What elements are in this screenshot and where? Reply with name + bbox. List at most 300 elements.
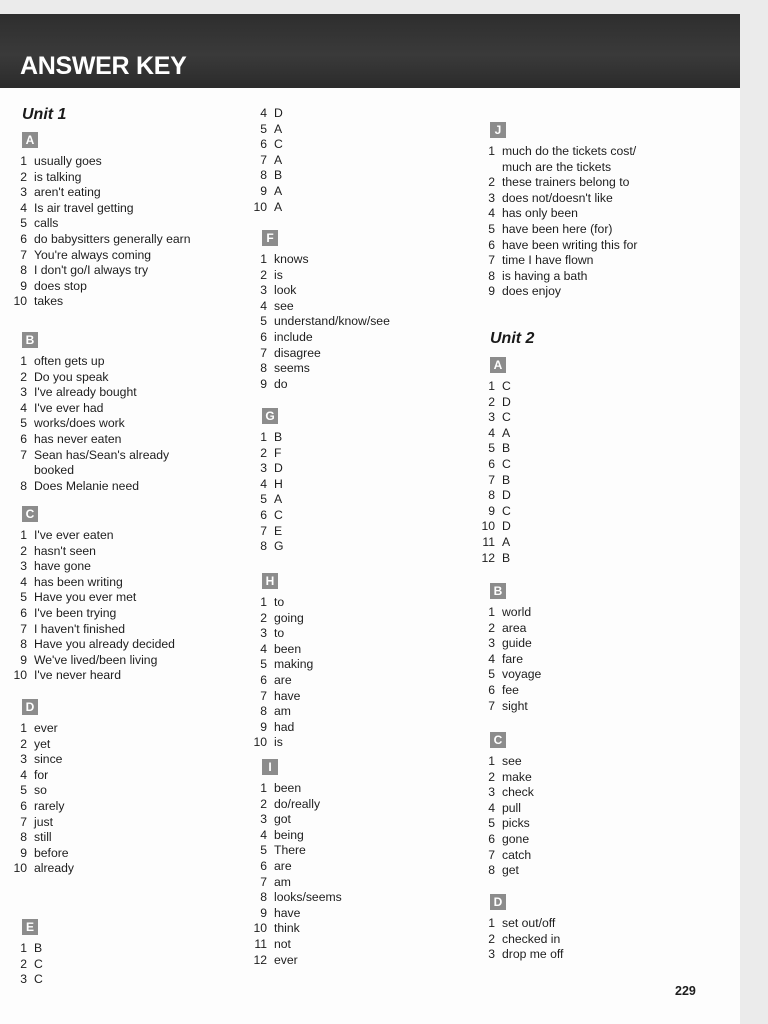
answer-text: got <box>274 812 291 827</box>
answer-number: 10 <box>253 735 267 750</box>
answer-text: G <box>274 539 284 554</box>
answer-text: have gone <box>34 559 91 574</box>
answer-number: 3 <box>488 190 495 205</box>
answer-text: D <box>502 488 511 503</box>
answer-text: looks/seems <box>274 890 342 905</box>
answer-number: 8 <box>260 539 267 554</box>
answer-text: picks <box>502 816 530 831</box>
answer-text: time I have flown <box>502 253 594 268</box>
answer-number: 10 <box>253 921 267 936</box>
answer-number: 8 <box>20 637 27 652</box>
answer-number: 7 <box>260 874 267 889</box>
section-letter-badge: F <box>262 230 278 246</box>
answer-text: You're always coming <box>34 247 152 262</box>
answer-number: 2 <box>488 394 495 409</box>
answer-number: 6 <box>260 507 267 522</box>
section-letter-badge: J <box>490 122 506 138</box>
answer-text: include <box>274 329 313 344</box>
answer-text: calls <box>34 216 59 231</box>
exercise-section <box>13 506 175 684</box>
answer-item <box>12 957 43 973</box>
answer-number: 4 <box>260 827 267 842</box>
answer-number: 7 <box>488 698 495 713</box>
exercise-section <box>253 759 342 968</box>
answer-text: have been writing this for <box>502 237 638 252</box>
answer-key-page <box>0 14 740 1024</box>
answer-number: 3 <box>488 410 495 425</box>
answer-text: takes <box>34 294 64 309</box>
answer-number: 3 <box>20 752 27 767</box>
answer-text: A <box>274 492 283 507</box>
answer-list <box>253 106 283 215</box>
answer-number: 7 <box>260 688 267 703</box>
answer-item <box>480 426 511 442</box>
answer-item <box>480 667 541 683</box>
answer-item <box>480 832 534 848</box>
answer-list <box>13 721 74 877</box>
answer-number: 2 <box>20 169 27 184</box>
answer-list <box>490 916 563 963</box>
answer-item <box>252 657 313 673</box>
answer-item <box>12 768 74 784</box>
answer-item <box>252 168 283 184</box>
answer-text: does stop <box>34 278 87 293</box>
answer-text: yet <box>34 736 51 751</box>
answer-item <box>252 153 283 169</box>
exercise-section <box>262 408 283 555</box>
answer-text: since <box>34 752 63 767</box>
answer-text: is <box>274 267 283 282</box>
answer-text: make <box>502 769 532 784</box>
answer-item <box>252 953 342 969</box>
answer-text: disagree <box>274 345 321 360</box>
answer-number: 7 <box>20 247 27 262</box>
section-letter-badge: G <box>262 408 278 424</box>
answer-item <box>12 737 74 753</box>
answer-item <box>252 611 313 627</box>
answer-item <box>12 544 175 560</box>
answer-item <box>480 504 511 520</box>
section-letter-badge: C <box>22 506 38 522</box>
answer-number: 3 <box>488 636 495 651</box>
answer-item <box>12 622 175 638</box>
page-number: 229 <box>675 984 696 998</box>
answer-item <box>12 216 191 232</box>
answer-text: do babysitters generally earn <box>34 231 191 246</box>
answer-item <box>480 519 511 535</box>
answer-item <box>252 137 283 153</box>
exercise-section <box>22 919 43 988</box>
answer-text: I've ever eaten <box>34 528 114 542</box>
answer-number: 1 <box>260 252 267 266</box>
answer-text: have <box>274 905 301 920</box>
answer-text: often gets up <box>34 354 105 368</box>
answer-list <box>490 144 638 300</box>
answer-item <box>252 673 313 689</box>
answer-text: C <box>274 137 283 152</box>
answer-text: rarely <box>34 798 65 813</box>
answer-item <box>480 801 534 817</box>
answer-item <box>252 890 342 906</box>
exercise-section <box>13 699 74 877</box>
answer-item <box>480 863 534 879</box>
section-letter-badge: B <box>490 583 506 599</box>
answer-number: 7 <box>488 253 495 268</box>
answer-item <box>252 539 283 555</box>
answer-item <box>12 401 169 417</box>
answer-number: 5 <box>260 657 267 672</box>
answer-item <box>480 770 534 786</box>
answer-item <box>252 330 390 346</box>
answer-item <box>12 972 43 988</box>
answer-item <box>480 754 534 770</box>
answer-item <box>252 937 342 953</box>
answer-number: 5 <box>20 783 27 798</box>
answer-text: I haven't finished <box>34 621 126 636</box>
answer-item <box>252 781 342 797</box>
answer-item <box>480 457 511 473</box>
section-letter-badge: A <box>490 357 506 373</box>
answer-number: 7 <box>488 472 495 487</box>
answer-text: C <box>502 503 511 518</box>
answer-text: does not/doesn't like <box>502 190 613 205</box>
answer-item <box>252 477 283 493</box>
exercise-section <box>253 106 283 215</box>
answer-number: 5 <box>20 216 27 231</box>
answer-text: do <box>274 376 288 391</box>
answer-number: 8 <box>260 890 267 905</box>
answer-item <box>12 830 74 846</box>
answer-number: 6 <box>20 431 27 446</box>
answer-item <box>480 636 541 652</box>
answer-text: set out/off <box>502 916 556 930</box>
answer-number: 1 <box>20 354 27 368</box>
answer-item <box>252 122 283 138</box>
answer-text: F <box>274 445 282 460</box>
answer-number: 9 <box>260 905 267 920</box>
answer-item <box>252 921 342 937</box>
answer-item <box>480 947 563 963</box>
answer-number: 3 <box>260 283 267 298</box>
answer-item <box>252 828 342 844</box>
answer-number: 2 <box>260 267 267 282</box>
answer-item <box>12 815 74 831</box>
answer-item <box>252 314 390 330</box>
exercise-section <box>253 573 314 751</box>
answer-text: are <box>274 858 292 873</box>
answer-list <box>13 154 191 310</box>
answer-text: knows <box>274 252 309 266</box>
answer-item <box>480 785 534 801</box>
answer-number: 4 <box>488 425 495 440</box>
answer-item <box>252 346 390 362</box>
answer-item <box>480 441 511 457</box>
exercise-section <box>262 230 390 392</box>
answer-number: 4 <box>20 400 27 415</box>
answer-number: 8 <box>260 704 267 719</box>
answer-item <box>252 626 313 642</box>
answer-item <box>480 473 511 489</box>
answer-number: 7 <box>20 447 27 462</box>
answer-number: 1 <box>488 754 495 768</box>
answer-text: catch <box>502 847 532 862</box>
answer-item <box>480 605 541 621</box>
answer-item <box>252 735 313 751</box>
answer-number: 2 <box>20 956 27 971</box>
unit-heading: Unit 2 <box>490 330 535 347</box>
answer-text: C <box>502 379 511 393</box>
answer-item <box>252 906 342 922</box>
answer-item <box>252 508 283 524</box>
answer-text: voyage <box>502 667 542 682</box>
answer-list <box>22 354 169 494</box>
answer-item <box>252 377 390 393</box>
answer-text: are <box>274 672 292 687</box>
answer-item <box>480 551 511 567</box>
answer-number: 6 <box>20 605 27 620</box>
answer-item <box>12 294 191 310</box>
answer-number: 10 <box>253 199 267 214</box>
answer-number: 7 <box>260 345 267 360</box>
answer-item <box>12 354 169 370</box>
answer-text: fare <box>502 651 524 666</box>
answer-item <box>252 106 283 122</box>
unit-heading: Unit 1 <box>22 106 67 123</box>
answer-text: sight <box>502 698 528 713</box>
answer-number: 1 <box>20 941 27 955</box>
answer-item <box>12 783 74 799</box>
answer-number: 1 <box>488 379 495 393</box>
answer-text: D <box>274 461 283 476</box>
answer-text: A <box>274 121 283 136</box>
answer-list <box>22 941 43 988</box>
answer-text: still <box>34 830 52 845</box>
answer-number: 5 <box>488 667 495 682</box>
answer-number: 6 <box>488 831 495 846</box>
answer-item <box>252 492 283 508</box>
answer-number: 2 <box>20 369 27 384</box>
answer-text: so <box>34 783 47 798</box>
answer-item <box>12 263 191 279</box>
answer-text: is talking <box>34 169 82 184</box>
answer-list <box>13 528 175 684</box>
answer-number: 9 <box>488 503 495 518</box>
answer-number: 4 <box>260 298 267 313</box>
answer-text: Does Melanie need <box>34 478 140 493</box>
answer-text: is having a bath <box>502 268 588 283</box>
answer-text: going <box>274 610 304 625</box>
answer-number: 6 <box>260 672 267 687</box>
answer-number: 10 <box>13 668 27 683</box>
answer-text: been <box>274 781 302 795</box>
answer-text: think <box>274 921 300 936</box>
answer-item <box>252 268 390 284</box>
answer-number: 4 <box>20 767 27 782</box>
answer-item <box>252 689 313 705</box>
answer-item <box>12 416 169 432</box>
answer-number: 7 <box>20 814 27 829</box>
answer-item <box>480 238 638 254</box>
answer-text: do/really <box>274 796 321 811</box>
answer-text: has been writing <box>34 574 123 589</box>
answer-item <box>252 812 342 828</box>
answer-item <box>12 448 169 479</box>
answer-number: 9 <box>20 845 27 860</box>
answer-item <box>252 252 390 268</box>
answer-item <box>12 201 191 217</box>
answer-item <box>12 248 191 264</box>
answer-item <box>12 941 43 957</box>
answer-text: D <box>502 394 511 409</box>
answer-item <box>480 269 638 285</box>
answer-item <box>12 154 191 170</box>
answer-number: 5 <box>260 492 267 507</box>
answer-text: understand/know/see <box>274 314 390 329</box>
exercise-section <box>490 894 563 963</box>
answer-text: I've ever had <box>34 400 104 415</box>
answer-number: 9 <box>20 652 27 667</box>
section-letter-badge: D <box>22 699 38 715</box>
answer-item <box>480 916 563 932</box>
answer-number: 1 <box>260 781 267 795</box>
answer-text: already <box>34 861 74 876</box>
answer-text: these trainers belong to <box>502 175 630 190</box>
answer-text: area <box>502 620 527 635</box>
answer-text: B <box>502 441 511 456</box>
answer-text: works/does work <box>34 416 125 431</box>
answer-number: 9 <box>260 376 267 391</box>
answer-item <box>480 206 638 222</box>
answer-text: C <box>34 972 43 987</box>
answer-item <box>480 699 541 715</box>
answer-text: before <box>34 845 69 860</box>
answer-number: 4 <box>488 206 495 221</box>
answer-item <box>12 170 191 186</box>
answer-text: B <box>502 550 511 565</box>
answer-item <box>252 642 313 658</box>
answer-item <box>480 144 638 175</box>
answer-item <box>252 283 390 299</box>
answer-item <box>252 446 283 462</box>
answer-item <box>480 932 563 948</box>
answer-text: just <box>34 814 53 829</box>
exercise-section <box>490 583 541 714</box>
answer-item <box>12 185 191 201</box>
answer-number: 8 <box>20 478 27 493</box>
answer-number: 9 <box>488 284 495 299</box>
answer-text: B <box>274 430 283 444</box>
answer-item <box>252 299 390 315</box>
answer-item <box>12 479 169 495</box>
answer-item <box>252 875 342 891</box>
answer-text: H <box>274 476 283 491</box>
answer-number: 7 <box>20 621 27 636</box>
answer-item <box>480 175 638 191</box>
answer-text: I've never heard <box>34 668 122 683</box>
answer-number: 6 <box>260 858 267 873</box>
answer-text: E <box>274 523 283 538</box>
answer-number: 1 <box>260 595 267 609</box>
exercise-section <box>490 122 638 300</box>
answer-number: 8 <box>20 830 27 845</box>
answer-number: 3 <box>260 626 267 641</box>
answer-number: 2 <box>488 620 495 635</box>
answer-item <box>252 524 283 540</box>
answer-number: 4 <box>20 574 27 589</box>
answer-item <box>12 590 175 606</box>
answer-number: 10 <box>13 861 27 876</box>
answer-number: 1 <box>20 154 27 168</box>
answer-item <box>12 559 175 575</box>
answer-number: 4 <box>20 200 27 215</box>
answer-number: 1 <box>488 605 495 619</box>
answer-text: hasn't seen <box>34 543 96 558</box>
answer-text: to <box>274 626 285 641</box>
answer-text: Have you ever met <box>34 590 137 605</box>
answer-number: 6 <box>260 137 267 152</box>
answer-item <box>12 846 74 862</box>
answer-text: A <box>274 199 283 214</box>
answer-text: making <box>274 657 314 672</box>
answer-number: 11 <box>482 534 495 549</box>
answer-number: 2 <box>260 610 267 625</box>
answer-item <box>480 535 511 551</box>
section-letter-badge: A <box>22 132 38 148</box>
answer-item <box>12 279 191 295</box>
answer-list <box>262 430 283 555</box>
answer-text: world <box>502 605 532 619</box>
answer-number: 2 <box>20 736 27 751</box>
answer-text: for <box>34 767 49 782</box>
answer-number: 8 <box>488 863 495 878</box>
answer-item <box>12 799 74 815</box>
answer-text: have <box>274 688 301 703</box>
answer-text: D <box>274 106 283 120</box>
answer-text: C <box>34 956 43 971</box>
answer-text: pull <box>502 800 521 815</box>
answer-number: 8 <box>20 263 27 278</box>
answer-text: has never eaten <box>34 431 122 446</box>
answer-item <box>12 721 74 737</box>
answer-number: 6 <box>488 456 495 471</box>
answer-number: 8 <box>260 361 267 376</box>
answer-text: Do you speak <box>34 369 109 384</box>
answer-item <box>12 575 175 591</box>
answer-item <box>12 370 169 386</box>
answer-text: has only been <box>502 206 578 221</box>
answer-item <box>480 284 638 300</box>
section-letter-badge: C <box>490 732 506 748</box>
answer-item <box>12 528 175 544</box>
answer-text: to <box>274 595 285 609</box>
answer-number: 2 <box>488 769 495 784</box>
answer-text: drop me off <box>502 947 564 962</box>
answer-text: being <box>274 827 304 842</box>
answer-number: 3 <box>20 185 27 200</box>
answer-item <box>12 606 175 622</box>
answer-text: A <box>274 152 283 167</box>
answer-item <box>252 704 313 720</box>
answer-number: 3 <box>260 461 267 476</box>
answer-number: 10 <box>13 294 27 309</box>
answer-text: much do the tickets cost/ much are the tickets <box>502 144 637 174</box>
answer-list <box>481 379 511 566</box>
answer-text: ever <box>274 952 298 967</box>
section-letter-badge: D <box>490 894 506 910</box>
answer-text: look <box>274 283 297 298</box>
answer-item <box>252 797 342 813</box>
exercise-section <box>13 132 191 310</box>
